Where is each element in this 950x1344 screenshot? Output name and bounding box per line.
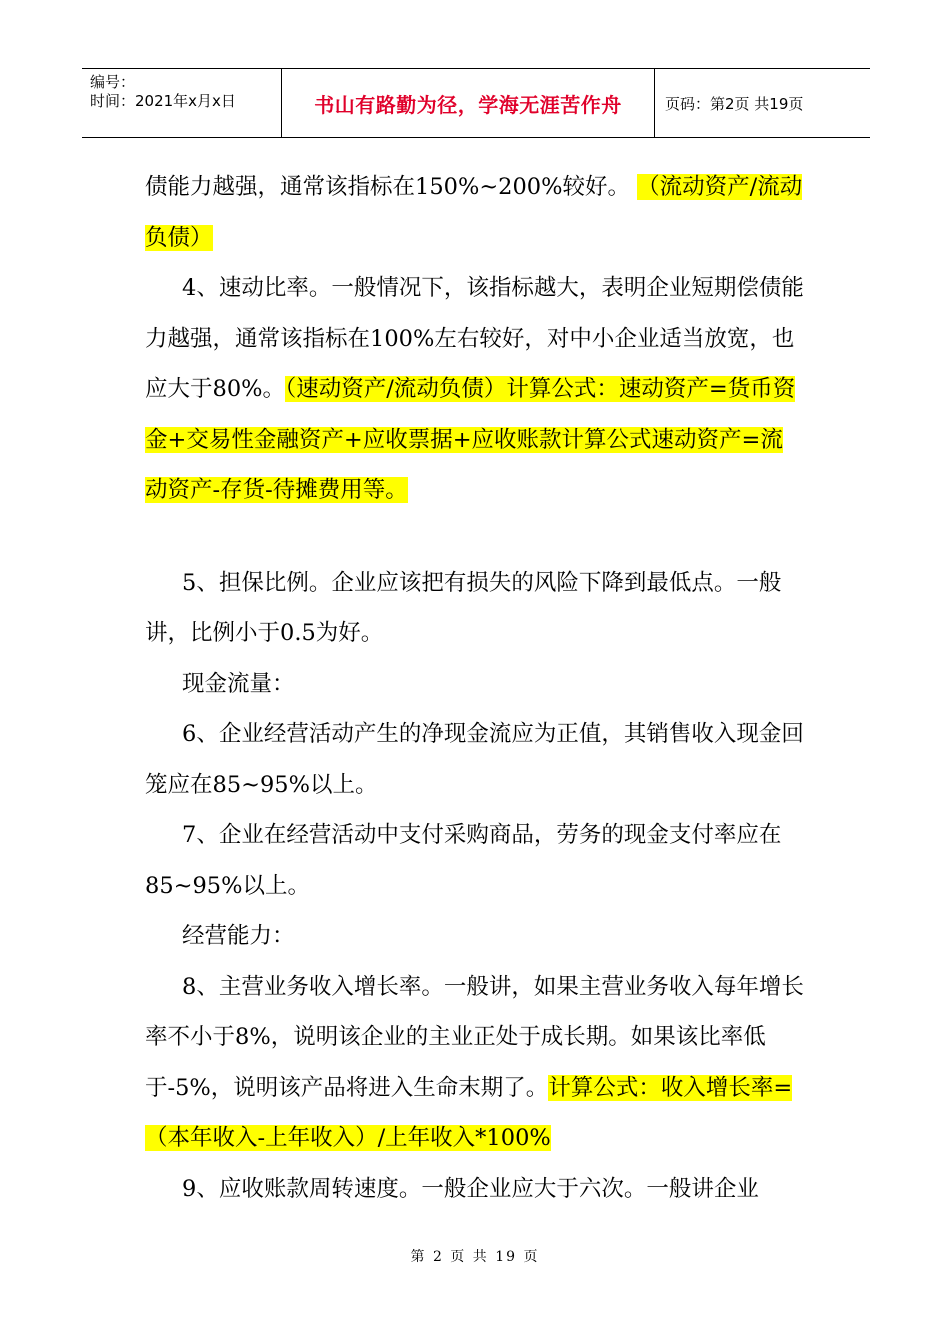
highlighted-text: （流动资产/流动负债） — [145, 174, 803, 251]
highlighted-text: （速动资产/流动负债）计算公式：速动资产=货币资金+交易性金融资产+应收票据+应收账款计算公式速动资产=流动资产-存货-待摊费用等。 — [145, 376, 796, 503]
paragraph: 9、应收账款周转速度。一般企业应大于六次。一般讲企业 — [182, 1175, 759, 1202]
document-number-label: 编号： — [90, 73, 136, 91]
header-motto: 书山有路勤为径，学海无涯苦作舟 — [282, 69, 655, 137]
paragraph: 8、主营业务收入增长率。一般讲，如果主营业务收入每年增长率不小于8%，说明该企业的主业正处于成长期。如果该比率低于-5%，说明该产品将进入生命末期了。计算公式：收入增长率=（本年收入-上年收入）/上年收入*100% — [145, 973, 804, 1151]
paragraph: 6、企业经营活动产生的净现金流应为正值，其销售收入现金回笼应在85~95%以上。 — [145, 721, 804, 798]
header-page-info: 页码：第2页 共19页 — [665, 94, 804, 113]
paragraph: 债能力越强，通常该指标在150%~200%较好。 （流动资产/流动负债） — [145, 174, 803, 251]
header-meta — [82, 69, 282, 137]
highlighted-text: 计算公式：收入增长率=（本年收入-上年收入）/上年收入*100% — [145, 1074, 793, 1151]
paragraph-gap — [145, 516, 805, 558]
document-time-label: 时间：2021年x月x日 — [90, 92, 236, 110]
section-heading: 经营能力： — [182, 923, 295, 949]
paragraph: 7、企业在经营活动中支付采购商品，劳务的现金支付率应在85~95%以上。 — [145, 822, 782, 899]
header-table — [82, 68, 870, 138]
paragraph: 5、担保比例。企业应该把有损失的风险下降到最低点。一般讲，比例小于0.5为好。 — [145, 569, 782, 646]
paragraph: 4、速动比率。一般情况下，该指标越大，表明企业短期偿债能力越强，通常该指标在100%左右较好，对中小企业适当放宽，也应大于80%。（速动资产/流动负债）计算公式：速动资产=货币资金+交易性金融资产+应收票据+应收账款计算公式速动资产=流动资产-存货-待摊费用等。 — [145, 275, 804, 503]
page-footer: 第 2 页 共 19 页 — [410, 1249, 540, 1265]
document-body — [145, 162, 805, 1214]
section-heading: 现金流量： — [182, 670, 295, 697]
